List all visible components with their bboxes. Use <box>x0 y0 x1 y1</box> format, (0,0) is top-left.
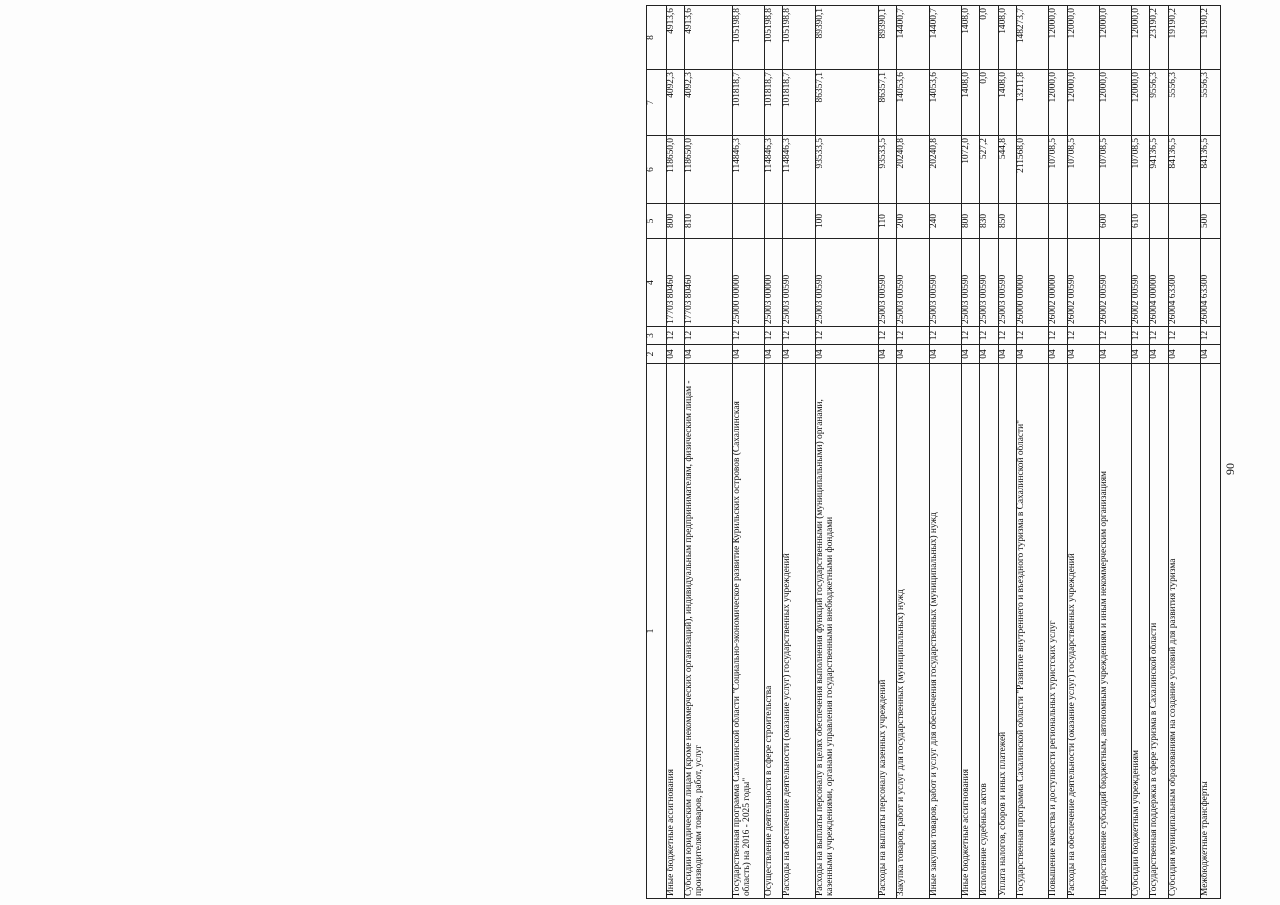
header-cell: 5 <box>647 204 667 239</box>
amount-col8: 12000,0 <box>1067 6 1099 70</box>
table-header-row <box>647 6 667 899</box>
target-article-code: 25003 00590 <box>929 239 961 327</box>
amount-col8: 4913,6 <box>684 6 732 70</box>
amount-col7: 14053,6 <box>929 70 961 136</box>
table-row <box>765 6 783 899</box>
row-label: Субсидии юридическим лицам (кроме некоммерческих организаций), индивидуальным предпринимателям, физическим лицам - производителям товаров, работ, услуг <box>684 364 732 899</box>
target-article-code: 26002 00000 <box>1049 239 1067 327</box>
table-row <box>1132 6 1150 899</box>
amount-col8: 14400,7 <box>929 6 961 70</box>
target-article-code: 25003 00590 <box>998 239 1016 327</box>
row-label: Расходы на обеспечение деятельности (оказание услуг) государственных учреждений <box>783 364 815 899</box>
section-code: 04 <box>1150 345 1168 364</box>
table-row <box>879 6 897 899</box>
document-page <box>640 0 1280 905</box>
table-row <box>783 6 815 899</box>
subsection-code: 12 <box>897 327 929 345</box>
amount-col8: 1408,0 <box>998 6 1016 70</box>
target-article-code: 26002 00590 <box>1132 239 1150 327</box>
subsection-code: 12 <box>1150 327 1168 345</box>
amount-col8: 19190,2 <box>1201 6 1221 70</box>
amount-col7: 5556,3 <box>1168 70 1200 136</box>
expense-type-code: 800 <box>666 204 684 239</box>
section-code: 04 <box>732 345 764 364</box>
table-row <box>980 6 998 899</box>
table-row <box>732 6 764 899</box>
subsection-code: 12 <box>1016 327 1048 345</box>
amount-col8: 105198,8 <box>783 6 815 70</box>
section-code: 04 <box>1201 345 1221 364</box>
table-row <box>1201 6 1221 899</box>
amount-col6: 118650,0 <box>684 136 732 204</box>
header-cell: 8 <box>647 6 667 70</box>
table-body <box>647 6 1221 899</box>
amount-col7: 14053,6 <box>897 70 929 136</box>
section-code: 04 <box>684 345 732 364</box>
section-code: 04 <box>1168 345 1200 364</box>
section-code: 04 <box>1132 345 1150 364</box>
amount-col6: 84136,5 <box>1168 136 1200 204</box>
section-code: 04 <box>980 345 998 364</box>
amount-col8: 105198,8 <box>765 6 783 70</box>
table-row <box>684 6 732 899</box>
section-code: 04 <box>1067 345 1099 364</box>
expense-type-code <box>1049 204 1067 239</box>
target-article-code: 26002 00590 <box>1099 239 1131 327</box>
expense-type-code: 200 <box>897 204 929 239</box>
target-article-code: 25003 00590 <box>879 239 897 327</box>
subsection-code: 12 <box>962 327 980 345</box>
subsection-code: 12 <box>815 327 878 345</box>
row-label: Субсидия муниципальным образованиям на создание условий для развития туризма <box>1168 364 1200 899</box>
header-cell: 3 <box>647 327 667 345</box>
section-code: 04 <box>929 345 961 364</box>
amount-col8: 1408,0 <box>962 6 980 70</box>
amount-col7: 4092,3 <box>666 70 684 136</box>
section-code: 04 <box>666 345 684 364</box>
amount-col6: 527,2 <box>980 136 998 204</box>
table-row <box>929 6 961 899</box>
expense-type-code <box>1168 204 1200 239</box>
section-code: 04 <box>1049 345 1067 364</box>
subsection-code: 12 <box>684 327 732 345</box>
amount-col7: 1408,0 <box>962 70 980 136</box>
table-row <box>1099 6 1131 899</box>
amount-col6: 114846,3 <box>732 136 764 204</box>
expense-type-code <box>1150 204 1168 239</box>
expense-type-code <box>765 204 783 239</box>
amount-col6: 118650,0 <box>666 136 684 204</box>
amount-col8: 4913,6 <box>666 6 684 70</box>
row-label: Повышение качества и доступности региональных туристских услуг <box>1049 364 1067 899</box>
subsection-code: 12 <box>1099 327 1131 345</box>
amount-col7: 12000,0 <box>1099 70 1131 136</box>
table-row <box>962 6 980 899</box>
expense-type-code <box>1016 204 1048 239</box>
amount-col7: 101818,7 <box>732 70 764 136</box>
amount-col7: 5556,3 <box>1201 70 1221 136</box>
page-number: 90 <box>1223 463 1237 475</box>
header-cell: 4 <box>647 239 667 327</box>
amount-col8: 14400,7 <box>897 6 929 70</box>
target-article-code: 25003 00590 <box>783 239 815 327</box>
budget-table <box>646 5 1221 899</box>
amount-col6: 93533,5 <box>879 136 897 204</box>
amount-col6: 10708,5 <box>1049 136 1067 204</box>
target-article-code: 17703 80460 <box>666 239 684 327</box>
expense-type-code: 240 <box>929 204 961 239</box>
row-label: Исполнение судебных актов <box>980 364 998 899</box>
section-code: 04 <box>1016 345 1048 364</box>
table-row <box>1016 6 1048 899</box>
row-label: Предоставление субсидий бюджетным, автономным учреждениям и иным некоммерческим организациям <box>1099 364 1131 899</box>
row-label: Расходы на выплаты персоналу казенных учреждений <box>879 364 897 899</box>
header-cell: 7 <box>647 70 667 136</box>
amount-col6: 114846,3 <box>783 136 815 204</box>
amount-col7: 1408,0 <box>998 70 1016 136</box>
subsection-code: 12 <box>1049 327 1067 345</box>
amount-col6: 20240,8 <box>897 136 929 204</box>
row-label: Расходы на выплаты персоналу в целях обеспечения выполнения функций государственными (муниципальными) органами, казенными учреждениями, органами управления государственными внебюджетными фондами <box>815 364 878 899</box>
amount-col6: 10708,5 <box>1067 136 1099 204</box>
amount-col6: 1072,0 <box>962 136 980 204</box>
amount-col8: 89390,1 <box>879 6 897 70</box>
amount-col7: 101818,7 <box>765 70 783 136</box>
expense-type-code: 800 <box>962 204 980 239</box>
target-article-code: 25003 00000 <box>765 239 783 327</box>
row-label: Иные закупки товаров, работ и услуг для обеспечения государственных (муниципальных) нужд <box>929 364 961 899</box>
amount-col7: 0,0 <box>980 70 998 136</box>
section-code: 04 <box>1099 345 1131 364</box>
header-cell: 1 <box>647 364 667 899</box>
row-label: Уплата налогов, сборов и иных платежей <box>998 364 1016 899</box>
amount-col7: 86357,1 <box>815 70 878 136</box>
section-code: 04 <box>962 345 980 364</box>
target-article-code: 26002 00590 <box>1067 239 1099 327</box>
target-article-code: 17703 80460 <box>684 239 732 327</box>
amount-col6: 114846,3 <box>765 136 783 204</box>
row-label: Иные бюджетные ассигнования <box>962 364 980 899</box>
expense-type-code: 100 <box>815 204 878 239</box>
subsection-code: 12 <box>998 327 1016 345</box>
subsection-code: 12 <box>980 327 998 345</box>
expense-type-code: 810 <box>684 204 732 239</box>
target-article-code: 25000 00000 <box>732 239 764 327</box>
table-row <box>666 6 684 899</box>
amount-col8: 89390,1 <box>815 6 878 70</box>
header-cell: 2 <box>647 345 667 364</box>
table-row <box>1150 6 1168 899</box>
expense-type-code <box>783 204 815 239</box>
row-label: Осуществление деятельности в сфере строительства <box>765 364 783 899</box>
amount-col7: 13211,8 <box>1016 70 1048 136</box>
expense-type-code <box>1067 204 1099 239</box>
amount-col7: 4092,3 <box>684 70 732 136</box>
target-article-code: 25003 00590 <box>815 239 878 327</box>
subsection-code: 12 <box>929 327 961 345</box>
amount-col7: 9556,3 <box>1150 70 1168 136</box>
row-label: Иные бюджетные ассигнования <box>666 364 684 899</box>
section-code: 04 <box>998 345 1016 364</box>
amount-col7: 86357,1 <box>879 70 897 136</box>
expense-type-code: 110 <box>879 204 897 239</box>
expense-type-code: 850 <box>998 204 1016 239</box>
table-row <box>815 6 878 899</box>
expense-type-code: 830 <box>980 204 998 239</box>
subsection-code: 12 <box>1201 327 1221 345</box>
subsection-code: 12 <box>1132 327 1150 345</box>
subsection-code: 12 <box>732 327 764 345</box>
amount-col8: 12000,0 <box>1099 6 1131 70</box>
section-code: 04 <box>765 345 783 364</box>
row-label: Межбюджетные трансферты <box>1201 364 1221 899</box>
target-article-code: 26004 63300 <box>1201 239 1221 327</box>
amount-col6: 544,8 <box>998 136 1016 204</box>
table-row <box>1067 6 1099 899</box>
expense-type-code: 500 <box>1201 204 1221 239</box>
target-article-code: 26000 00000 <box>1016 239 1048 327</box>
row-label: Государственная программа Сахалинской области "Социально-экономическое развитие Курильских островов (Сахалинская область) на 2016 - 2025 годы" <box>732 364 764 899</box>
amount-col8: 148273,7 <box>1016 6 1048 70</box>
subsection-code: 12 <box>765 327 783 345</box>
amount-col6: 20240,8 <box>929 136 961 204</box>
amount-col6: 84136,5 <box>1201 136 1221 204</box>
row-label: Закупка товаров, работ и услуг для государственных (муниципальных) нужд <box>897 364 929 899</box>
subsection-code: 12 <box>1067 327 1099 345</box>
expense-type-code: 610 <box>1132 204 1150 239</box>
amount-col6: 94136,5 <box>1150 136 1168 204</box>
amount-col7: 12000,0 <box>1049 70 1067 136</box>
amount-col8: 12000,0 <box>1132 6 1150 70</box>
amount-col6: 10708,5 <box>1099 136 1131 204</box>
section-code: 04 <box>783 345 815 364</box>
table-row <box>998 6 1016 899</box>
target-article-code: 25003 00590 <box>980 239 998 327</box>
subsection-code: 12 <box>1168 327 1200 345</box>
row-label: Расходы на обеспечение деятельности (оказание услуг) государственных учреждений <box>1067 364 1099 899</box>
amount-col7: 101818,7 <box>783 70 815 136</box>
target-article-code: 26004 63300 <box>1168 239 1200 327</box>
subsection-code: 12 <box>783 327 815 345</box>
amount-col6: 93533,5 <box>815 136 878 204</box>
amount-col8: 0,0 <box>980 6 998 70</box>
expense-type-code <box>732 204 764 239</box>
amount-col8: 19190,2 <box>1168 6 1200 70</box>
amount-col7: 12000,0 <box>1132 70 1150 136</box>
row-label: Субсидии бюджетным учреждениям <box>1132 364 1150 899</box>
table-row <box>1168 6 1200 899</box>
table-row <box>897 6 929 899</box>
amount-col8: 105198,8 <box>732 6 764 70</box>
amount-col6: 211568,0 <box>1016 136 1048 204</box>
header-cell: 6 <box>647 136 667 204</box>
subsection-code: 12 <box>879 327 897 345</box>
amount-col6: 10708,5 <box>1132 136 1150 204</box>
target-article-code: 26004 00000 <box>1150 239 1168 327</box>
section-code: 04 <box>879 345 897 364</box>
row-label: Государственная поддержка в сфере туризма в Сахалинской области <box>1150 364 1168 899</box>
amount-col8: 23190,2 <box>1150 6 1168 70</box>
expense-type-code: 600 <box>1099 204 1131 239</box>
amount-col7: 12000,0 <box>1067 70 1099 136</box>
section-code: 04 <box>815 345 878 364</box>
target-article-code: 25003 00590 <box>962 239 980 327</box>
amount-col8: 12000,0 <box>1049 6 1067 70</box>
subsection-code: 12 <box>666 327 684 345</box>
section-code: 04 <box>897 345 929 364</box>
target-article-code: 25003 00590 <box>897 239 929 327</box>
row-label: Государственная программа Сахалинской области "Развитие внутреннего и въездного туризма в Сахалинской области" <box>1016 364 1048 899</box>
table-row <box>1049 6 1067 899</box>
